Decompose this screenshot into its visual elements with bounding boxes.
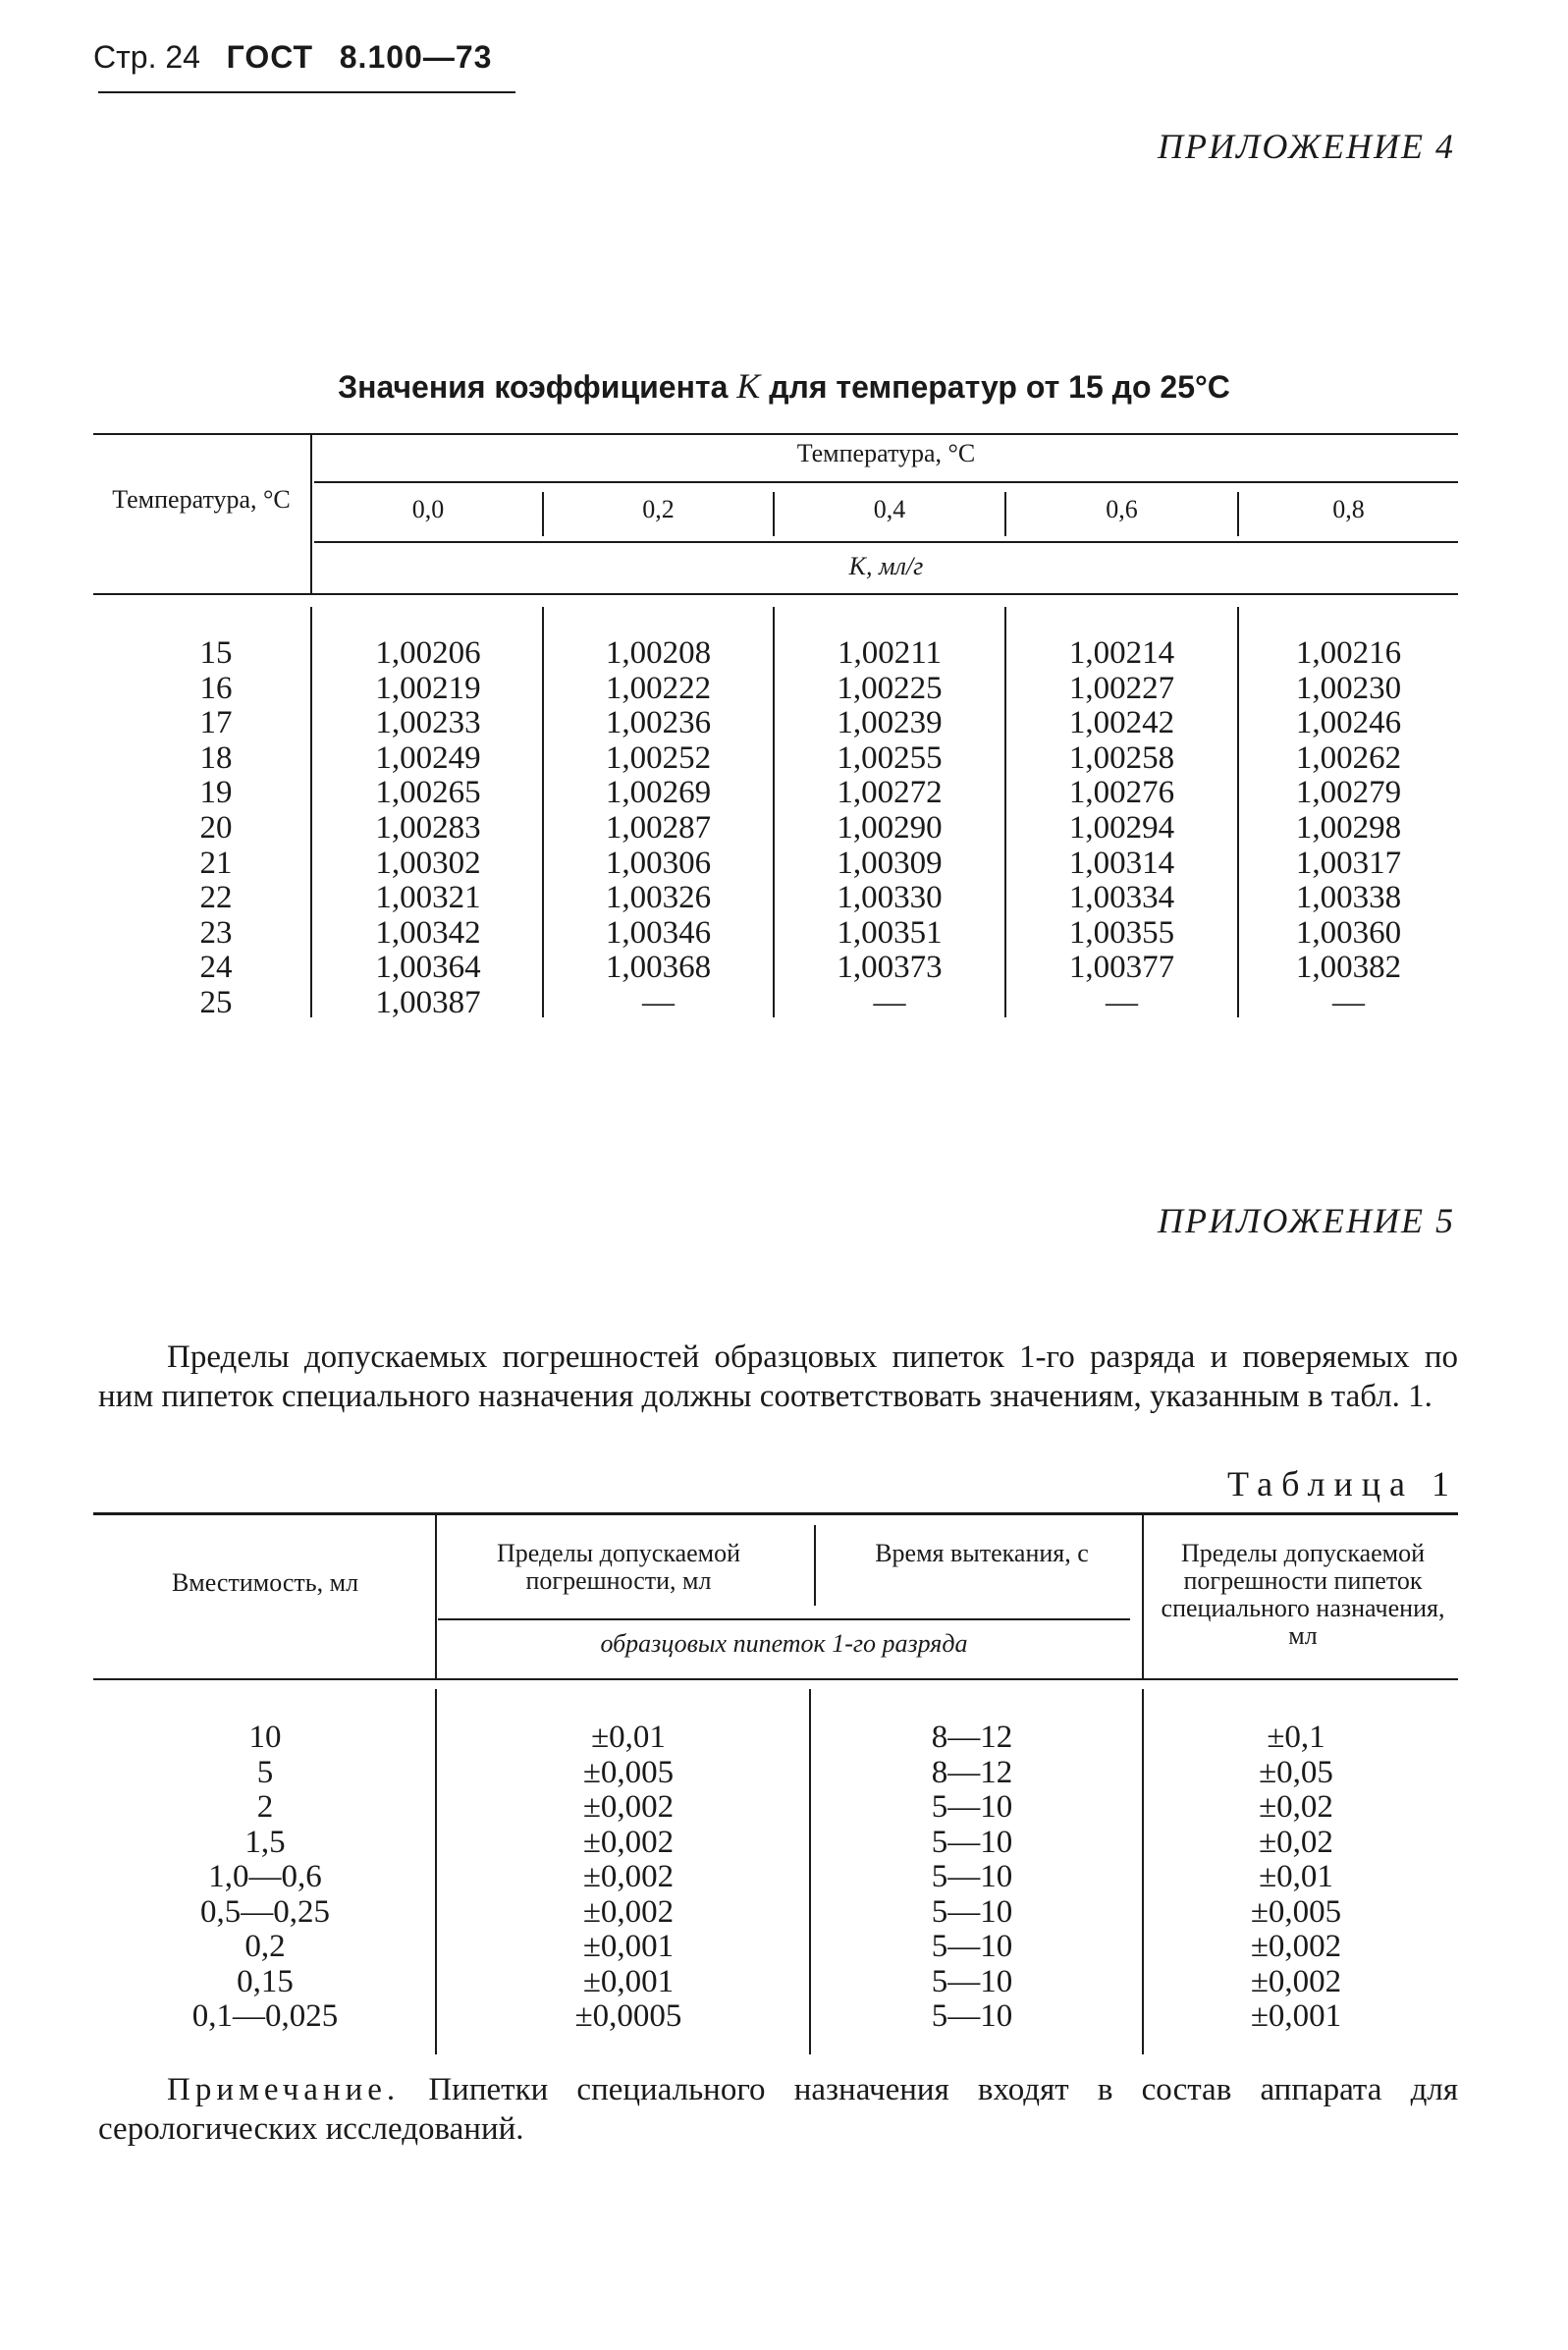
table-cell: 1,00219 [375,670,481,706]
capacity-column [167,1721,363,2035]
table-cell: 1,00230 [1295,670,1402,706]
table-cell: ±0,01 [1259,1859,1333,1894]
table-cell: 1,00252 [605,739,712,776]
col-header: 0,2 [642,495,675,523]
table-cell: 1,00355 [1068,914,1175,951]
table-cell: 1,00314 [1068,845,1175,881]
header-reference-pipettes: образцовых пипеток 1-го разряда [600,1629,968,1658]
col-header: 0,6 [1106,495,1138,523]
table-cell: 1,00334 [1068,880,1175,916]
note-text: Пипетки специального назначения входят в состав аппарата для серологических исследований. [98,2072,1459,2147]
table-cell: 1,00306 [605,845,712,881]
k-symbol: K [736,366,761,406]
table-cell: 5—10 [931,1998,1013,2034]
table-cell: — [1332,984,1365,1020]
table-cell: 1,00246 [1295,705,1402,741]
table-cell: 1,00342 [375,914,481,951]
table-cell: 1,00364 [375,950,481,986]
table-cell: 1,00255 [837,739,943,776]
table-cell: 1,0—0,6 [208,1859,322,1894]
table-cell: 15 [199,635,233,671]
appendix-5-paragraph: Пределы допускаемых погрешностей образцовых пипеток 1-го разряда и поверяемых по ним пипеток специального назначения должны соответствовать значениям, указанным в табл. 1. [98,1339,1458,1414]
table-cell: 1,00216 [1295,635,1402,671]
table-cell: 1,00227 [1068,670,1175,706]
standard-name: ГОСТ [226,39,314,75]
table-cell: 16 [199,670,233,706]
page-number: Стр. 24 [93,39,200,75]
note-label: Примечание. [167,2072,401,2107]
table-1-label: Таблица 1 [1227,1464,1458,1503]
k-column-0-0 [314,636,542,1021]
table-cell: 8—12 [931,1720,1013,1755]
table-cell: 1,00321 [375,880,481,916]
table-cell: 1,00346 [605,914,712,951]
standard-number: 8.100—73 [339,39,493,75]
table-cell: 1,00225 [837,670,943,706]
header-capacity: Вместимость, мл [171,1568,359,1597]
table-cell: 1,00326 [605,880,712,916]
table-cell: 25 [199,984,233,1020]
table-cell: 23 [199,914,233,951]
table-cell: ±0,001 [582,1929,675,1964]
k-column-0-2 [544,636,773,1021]
table-cell: ±0,1 [1267,1720,1325,1755]
table-cell: — [873,984,906,1020]
table-cell: ±0,002 [582,1789,675,1825]
table-cell: 0,5—0,25 [200,1893,330,1930]
table-cell: 1,00208 [605,635,712,671]
table-cell: 1,00338 [1295,880,1402,916]
table-cell: 1,00287 [605,809,712,846]
table-cell: 1,00265 [375,775,481,811]
table-1-note [98,2070,1458,2149]
table-cell: 1,00377 [1068,950,1175,986]
table-cell: ±0,02 [1259,1824,1333,1860]
table-cell: 1,00239 [837,705,943,741]
header-time: Время вытекания, с [875,1539,1089,1567]
table-cell: 1,00211 [837,635,943,671]
table-cell: 22 [199,880,233,916]
table-cell: 5—10 [931,1859,1013,1894]
table-cell: 1,00330 [837,880,943,916]
table-k-title: Значения коэффициента K для температур от 15 до 25°С [338,366,1230,406]
table-cell: 0,2 [244,1929,286,1964]
special-column [1198,1721,1394,2035]
table-cell: 5—10 [931,1824,1013,1860]
table-cell: 8—12 [931,1754,1013,1790]
table-cell: 1,00206 [375,635,481,671]
table-cell: ±0,002 [1250,1963,1342,1999]
table-cell: 5—10 [931,1789,1013,1825]
table-cell: 1,00351 [837,914,943,951]
table-cell: ±0,002 [582,1893,675,1930]
table-cell: ±0,001 [582,1963,675,1999]
table-cell: ±0,02 [1259,1789,1333,1825]
table-cell: 1,00294 [1068,809,1175,846]
table-cell: 20 [199,809,233,846]
k-column-0-6 [1006,636,1237,1021]
group-header-temperature: Температура, °С [796,439,976,467]
table-cell: 1,00368 [605,950,712,986]
table-cell: 1,00222 [605,670,712,706]
col-header: 0,4 [873,495,906,523]
table-cell: 1,00276 [1068,775,1175,811]
table-cell: 1,00214 [1068,635,1175,671]
col-header: 0,8 [1332,495,1365,523]
table-cell: 1,00382 [1295,950,1402,986]
table-cell: ±0,01 [591,1720,666,1755]
k-column-0-8 [1239,636,1458,1021]
temperature-column [167,636,265,1021]
table-cell: 1,00242 [1068,705,1175,741]
table-cell: 2 [256,1789,274,1825]
table-cell: 1,00360 [1295,914,1402,951]
table-cell: ±0,005 [1250,1893,1342,1930]
error-column [511,1721,746,2035]
header-rule [98,91,515,93]
table-cell: — [642,984,675,1020]
table-cell: — [1106,984,1138,1020]
table-cell: ±0,002 [1250,1929,1342,1964]
header-error: Пределы допускаемой погрешности, мл [496,1539,741,1595]
time-column [864,1721,1080,2035]
table-cell: ±0,0005 [574,1998,682,2034]
header-special: Пределы допускаемой погрешности пипеток специального назначения, мл [1161,1539,1445,1650]
table-cell: 1,00279 [1295,775,1402,811]
page-header [93,39,492,76]
col-header: 0,0 [411,495,445,523]
table-cell: ±0,002 [582,1824,675,1860]
table-cell: 1,00290 [837,809,943,846]
table-cell: 18 [199,739,233,776]
appendix-5-label: ПРИЛОЖЕНИЕ 5 [1158,1201,1455,1240]
table-cell: 1,00262 [1295,739,1402,776]
table-cell: 1,00309 [837,845,943,881]
k-column-0-4 [775,636,1004,1021]
row-header-temperature: Температура, °С [112,485,291,514]
table-cell: 5—10 [931,1929,1013,1964]
table-cell: 19 [199,775,233,811]
table-cell: 24 [199,950,233,986]
table-cell: 1,00387 [375,984,481,1020]
table-cell: 1,00272 [837,775,943,811]
table-cell: 1,00298 [1295,809,1402,846]
table-cell: 1,00258 [1068,739,1175,776]
table-cell: ±0,002 [582,1859,675,1894]
table-cell: 1,00269 [605,775,712,811]
table-cell: ±0,005 [582,1754,675,1790]
table-cell: ±0,001 [1250,1998,1342,2034]
unit-header: K, мл/г [848,552,924,580]
table-cell: 1,5 [244,1824,286,1860]
table-cell: 1,00249 [375,739,481,776]
table-cell: 0,15 [237,1963,294,1999]
table-cell: ±0,05 [1259,1754,1333,1790]
table-cell: 1,00236 [605,705,712,741]
table-cell: 5—10 [931,1893,1013,1930]
appendix-4-label: ПРИЛОЖЕНИЕ 4 [1158,127,1455,166]
table-cell: 1,00317 [1295,845,1402,881]
table-cell: 1,00373 [837,950,943,986]
table-cell: 17 [199,705,233,741]
table-cell: 0,1—0,025 [191,1998,339,2034]
table-cell: 5 [256,1754,274,1790]
table-cell: 5—10 [931,1963,1013,1999]
table-cell: 21 [199,845,233,881]
table-cell: 1,00302 [375,845,481,881]
table-cell: 1,00283 [375,809,481,846]
table-cell: 10 [248,1720,282,1755]
table-cell: 1,00233 [375,705,481,741]
